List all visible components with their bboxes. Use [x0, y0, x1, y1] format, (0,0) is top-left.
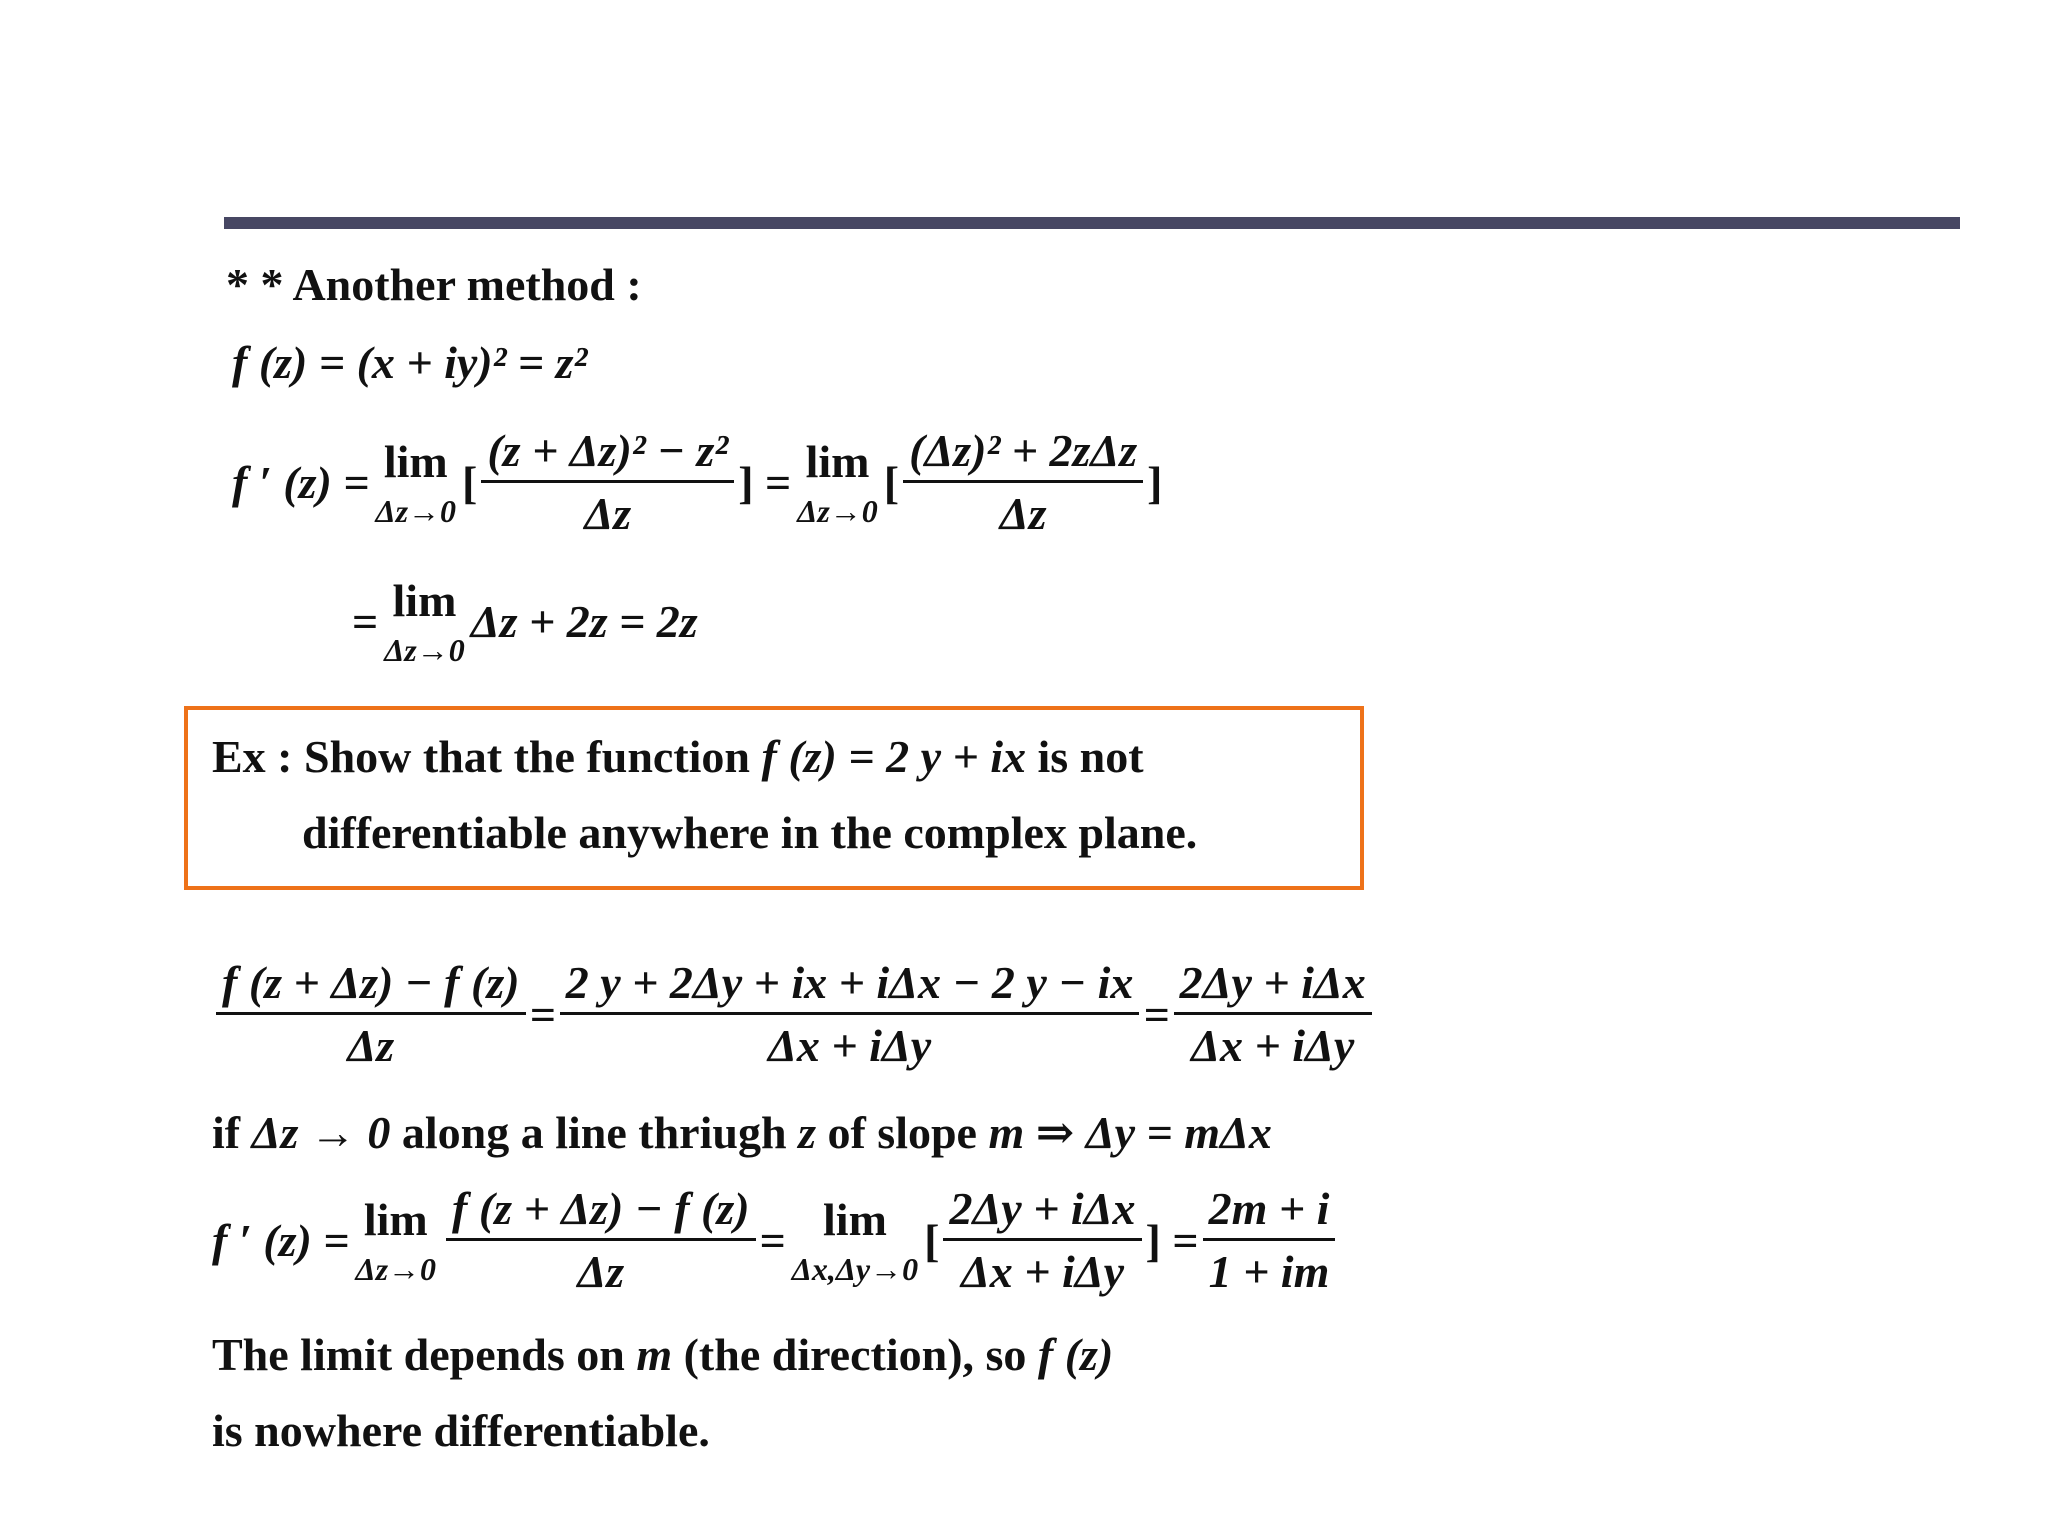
slope-a: if — [212, 1107, 252, 1158]
eq3-prefix: = — [352, 596, 379, 647]
lim-4 — [355, 1193, 437, 1287]
slope-b: Δz → 0 — [251, 1107, 391, 1158]
equals-sign: = — [529, 988, 556, 1040]
quotient-2-numerator: 2 y + 2Δy + ix + iΔx − 2 y − ix — [560, 960, 1140, 1015]
fraction-2-denominator: Δz — [999, 488, 1047, 539]
lim-subscript: Δz→0 — [384, 632, 465, 668]
slope-e: of slope — [815, 1107, 989, 1158]
difference-quotient — [212, 957, 1376, 1071]
lim-subscript: Δz→0 — [355, 1250, 437, 1287]
open-bracket: [ — [883, 456, 900, 508]
slope-line — [212, 1107, 1272, 1158]
example-line-2: differentiable anywhere in the complex plane. — [302, 807, 1198, 858]
slope-c: along a line thriugh — [390, 1107, 799, 1158]
equation-3 — [352, 575, 698, 668]
quotient-2 — [560, 957, 1140, 1071]
f2-fraction-2-denominator: Δx + iΔy — [960, 1246, 1125, 1297]
heading: * * Another method : — [226, 259, 642, 310]
lim-word: lim — [363, 1193, 428, 1245]
lim-3 — [384, 575, 465, 668]
open-bracket: [ — [462, 456, 478, 508]
fraction-1-numerator: (z + Δz)² − z² — [481, 428, 734, 483]
concl-d: f (z) — [1037, 1329, 1114, 1380]
conclusion-line-1 — [212, 1329, 1114, 1380]
concl-a: The limit depends on — [212, 1329, 637, 1380]
quotient-2-denominator: Δx + iΔy — [768, 1020, 932, 1071]
lim-word: lim — [383, 435, 448, 487]
fraction-2-numerator: (Δz)² + 2zΔz — [903, 428, 1143, 483]
f2-fraction-3-numerator: 2m + i — [1203, 1186, 1336, 1241]
lim-2 — [797, 435, 878, 529]
lim-1 — [375, 435, 457, 529]
eq2-mid: ] = — [738, 456, 792, 508]
quotient-1-denominator: Δz — [347, 1020, 395, 1071]
fraction-2 — [903, 425, 1143, 539]
close-bracket: ] — [1147, 456, 1163, 508]
lim-word: lim — [805, 435, 870, 487]
equals-sign: = — [759, 1214, 786, 1266]
f2-fraction-3 — [1203, 1183, 1336, 1297]
f2-fraction-2 — [943, 1183, 1141, 1297]
equation-2 — [232, 425, 1163, 539]
example-suffix: is not — [1026, 731, 1144, 782]
lim-subscript: Δx,Δy→0 — [791, 1250, 919, 1287]
conclusion-line-2: is nowhere differentiable. — [212, 1405, 710, 1456]
equals-sign: = — [1143, 988, 1170, 1040]
f2-fraction-1 — [446, 1183, 756, 1297]
lim-5 — [791, 1193, 919, 1287]
equation-1: f (z) = (x + iy)² = z² — [232, 337, 588, 388]
example-prefix: Ex : Show that the function — [212, 731, 762, 782]
fraction-1 — [481, 425, 734, 539]
lim-subscript: Δz→0 — [797, 492, 878, 529]
open-bracket: [ — [924, 1214, 940, 1266]
title-rule — [224, 217, 1960, 229]
f2-fraction-1-numerator: f (z + Δz) − f (z) — [446, 1186, 756, 1241]
slope-d: z — [798, 1107, 816, 1158]
lim-word: lim — [392, 575, 457, 626]
concl-c: (the direction), so — [672, 1329, 1038, 1380]
lim-word: lim — [823, 1193, 887, 1245]
lim-subscript: Δz→0 — [375, 492, 457, 529]
quotient-3 — [1174, 957, 1372, 1071]
f2-lhs: f ′ (z) = — [212, 1214, 350, 1266]
quotient-3-numerator: 2Δy + iΔx — [1174, 960, 1372, 1015]
eq3-body: Δz + 2z = 2z — [470, 596, 698, 647]
close-bracket: ] = — [1145, 1214, 1199, 1266]
quotient-1-numerator: f (z + Δz) − f (z) — [216, 960, 526, 1015]
quotient-3-denominator: Δx + iΔy — [1191, 1020, 1355, 1071]
example-math: f (z) = 2 y + ix — [761, 731, 1026, 782]
eq2-lhs: f ′ (z) = — [232, 456, 370, 508]
quotient-1 — [216, 957, 526, 1071]
f2-fraction-1-denominator: Δz — [577, 1246, 625, 1297]
slope-f: m ⇒ Δy = mΔx — [988, 1107, 1272, 1158]
f2-fraction-3-denominator: 1 + im — [1208, 1246, 1330, 1297]
concl-b: m — [636, 1329, 673, 1380]
example-line-1 — [212, 731, 1144, 782]
derivative-line — [212, 1183, 1339, 1297]
f2-fraction-2-numerator: 2Δy + iΔx — [943, 1186, 1141, 1241]
fraction-1-denominator: Δz — [584, 488, 632, 539]
